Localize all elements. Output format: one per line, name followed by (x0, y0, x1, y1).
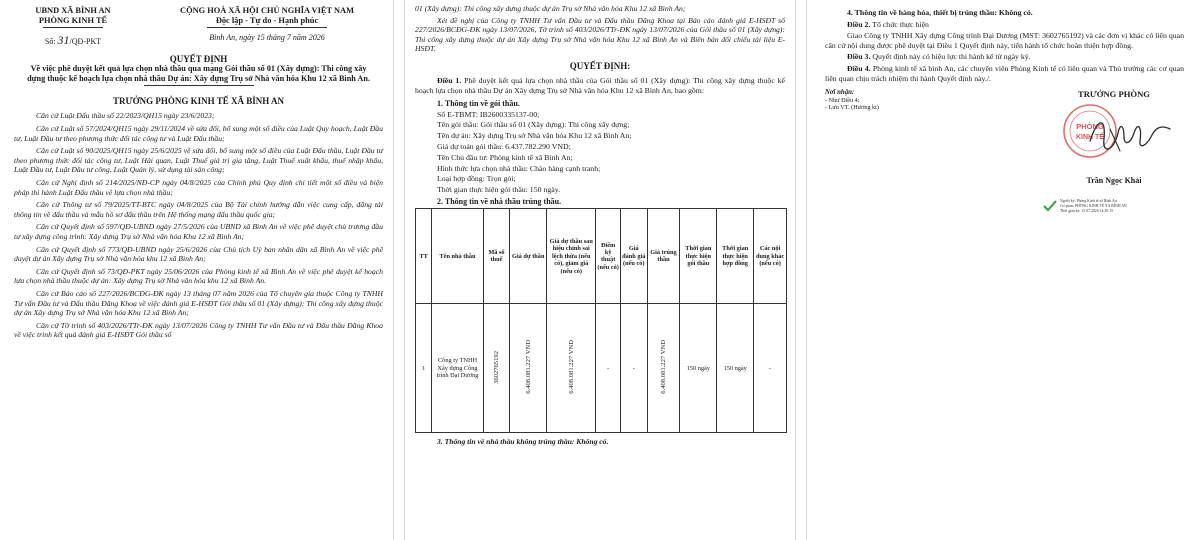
document-page-2 (404, 0, 796, 540)
legal-basis-item: Căn cứ Thông tư số 79/2025/TT-BTC ngày 04/8/2025 của Bộ Tài chính hướng dẫn việc cung cấp, đăng tải thông tin về đấu thầu và mẫu hồ sơ đấu thầu trên Hệ thống mạng đấu thầu quốc gia; (14, 200, 383, 219)
cell-adjusted-price-wrap (547, 304, 596, 433)
signature-area (825, 89, 1184, 185)
cell-winning-price-wrap (647, 304, 680, 433)
article-3-label: Điều 3. (847, 52, 871, 62)
handwritten-signature (1084, 111, 1174, 161)
package-info-line: Số E-TBMT: IB2600335137-00; (437, 109, 540, 119)
seal-text-top: PHÒNG (1076, 122, 1104, 132)
national-header (151, 6, 383, 28)
document-header (14, 6, 383, 28)
cell-contract-duration: 150 ngày (717, 304, 754, 433)
digital-signature-text (1060, 199, 1170, 214)
header-tt: TT (416, 209, 432, 304)
document-page-3 (806, 0, 1200, 540)
header-bid-price: Giá dự thầu (510, 209, 547, 304)
recipients-block (825, 89, 965, 185)
signer-position: TRƯỞNG PHÒNG (1077, 89, 1150, 100)
agency-line-1: UBND XÃ BÌNH AN (35, 6, 111, 15)
document-title: QUYẾT ĐỊNH (169, 54, 228, 64)
package-info-line: Giá dự toán gói thầu: 6.437.782.290 VND; (437, 141, 571, 151)
article-2-label: Điều 2. (847, 19, 871, 29)
header-evaluated-price: Giá đánh giá (nếu có) (620, 209, 647, 304)
nation-line-2: Độc lập - Tự do - Hạnh phúc (215, 16, 319, 25)
cell-evaluated-price: - (620, 304, 647, 433)
goods-info-text: 4. Thông tin về hàng hóa, thiết bị trúng thầu: Không có. (847, 8, 1033, 17)
legal-basis-list (14, 111, 383, 339)
agency-underline (43, 27, 103, 28)
header-tax-code: Mã số thuế (483, 209, 510, 304)
header-adjusted-price: Giá dự thầu sau hiệu chỉnh sai lệch thừa (nếu có), giảm giá (nếu có) (547, 209, 596, 304)
cell-bid-price-wrap (510, 304, 547, 433)
winning-bidder-table (415, 208, 787, 433)
article-4-text: Phòng kinh tế xã bình An, các chuyên viên Phòng Kinh tế có liên quan và Thủ trưởng các cơ quan liên quan chịu trách nhiệm thi hành Quyết định này./. (825, 63, 1184, 83)
article-1-text: Phê duyệt kết quả lựa chọn nhà thầu của Gói thầu số 01 (Xây dựng): Thi công xây dựng thuộc kế hoạch lựa chọn nhà thầu Dự án Xây dựng Trụ sở Nhà văn hóa Khu 12 xã Bình An, bao gồm: (415, 75, 785, 95)
legal-basis-item: Căn cứ Tờ trình số 403/2026/TTr-ĐK ngày 13/07/2026 Công ty TNHH Tư vấn Đầu tư và Đấu thầu Đăng Khoa về việc trình kết quả đánh giá E-HSĐT Gói thầu số (14, 320, 383, 340)
doc-no-prefix: Số: (44, 37, 56, 46)
cell-other: - (754, 304, 787, 433)
place-date: Bình An, ngày 15 tháng 7 năm 2026 (209, 33, 325, 42)
decision-heading: QUYẾT ĐỊNH: (569, 60, 631, 71)
section-package-info: 1. Thông tin về gói thầu. (437, 98, 520, 108)
recipients-heading: Nơi nhận: (825, 89, 855, 97)
seal-text-bottom: KINH TẾ (1076, 134, 1104, 142)
header-bidder-name: Tên nhà thầu (432, 209, 483, 304)
doc-no-suffix: /QĐ-PKT (69, 37, 102, 46)
cell-tax-code-wrap (483, 304, 510, 433)
document-number (14, 33, 132, 48)
nation-line-1: CỘNG HOÀ XÃ HỘI CHỦ NGHĨA VIỆT NAM (180, 6, 354, 15)
legal-basis-item: Căn cứ Nghị định số 214/2025/NĐ-CP ngày 04/8/2025 của Chính phủ Quy định chi tiết một số điều và biện pháp thi hành Luật Đấu thầu về lựa chọn nhà thầu; (14, 177, 383, 197)
package-info-line: Loại hợp đồng: Trọn gói; (437, 174, 516, 184)
article-3 (825, 52, 1184, 62)
section-losing-bidders: 3. Thông tin về nhà thầu không trúng thầu: Không có. (437, 437, 609, 447)
digital-signature-line: Thời gian ký: 15.07.2026 14:30:15 (1060, 209, 1114, 214)
legal-basis-item: Căn cứ Luật Đấu thầu số 22/2023/QH15 ngày 23/6/2023; (36, 111, 215, 121)
article-4-label: Điều 4. (847, 63, 871, 73)
legal-basis-item: Căn cứ Luật số 57/2024/QH15 ngày 29/11/2024 về sửa đổi, bổ sung một số điều của Luật Quy hoạch, Luật Đầu tư, Luật Đầu tư theo phương thức đối tác công tư và Luật Đấu thầu; (14, 124, 383, 143)
signer-block (1044, 89, 1184, 185)
package-info-line: Hình thức lựa chọn nhà thầu: Chào hàng cạnh tranh; (437, 163, 601, 173)
package-info-list (415, 110, 785, 195)
document-meta (14, 33, 383, 48)
article-3-text: Quyết định này có hiệu lực thi hành kể từ ngày ký. (872, 52, 1031, 62)
legal-basis-item: Căn cứ Luật số 90/2025/QH15 ngày 25/6/2025 về sửa đổi, bổ sung một số điều của Luật Đấu thầu, Luật Đầu tư theo phương thức đối tác công tư, Luật Hải quan, Luật Thuế giá trị gia tăng, Luật Thuế xuất khẩu, thuế nhập khẩu, Luật Đầu tư, Luật Đầu tư công, Luật Quản lý, sử dụng tài sản công; (14, 146, 383, 175)
header-contract-duration: Thời gian thực hiện hợp đồng (717, 209, 754, 304)
digital-signature-line: Cơ quan: PHÒNG KINH TẾ XÃ BÌNH AN (1060, 204, 1127, 209)
cell-tax-code: 3602765192 (492, 350, 500, 384)
issuing-authority: TRƯỞNG PHÒNG KINH TẾ XÃ BÌNH AN (112, 96, 285, 107)
table-header-row (416, 209, 787, 304)
nation-underline (207, 27, 327, 28)
package-info-line: Thời gian thực hiện gói thầu: 150 ngày. (437, 185, 561, 195)
consideration-text: Xét đề nghị của Công ty TNHH Tư vấn Đầu tư và Đấu thầu Đăng Khoa tại Báo cáo đánh giá E-HSĐT số 227/2026/BCĐG-ĐK ngày 13/07/2026, Tờ trình số 403/2026/TTr-ĐK ngày 13/07/2026 của Gói thầu số 01 (Xây dựng): Thi công xây dựng thuộc dự án Xây dựng Trụ sở Nhà văn hóa Khu 12 xã Bình An và Biên bản đối chiếu tài liệu E-HSĐT. (415, 15, 785, 54)
agency-line-2: PHÒNG KINH TẾ (38, 16, 108, 25)
package-info-line: Tên Chủ đầu tư: Phòng kinh tế xã Bình An; (437, 152, 573, 162)
cell-technical-score: - (596, 304, 621, 433)
section-goods-info (825, 8, 1184, 18)
issuing-agency (14, 6, 132, 28)
legal-basis-item: Căn cứ Quyết định số 73/QĐ-PKT ngày 25/06/2026 của Phòng kinh tế xã Bình An về việc phê duyệt kế hoạch lựa chọn nhà thầu thuộc dự án: Xây dựng Trụ sở Nhà văn hóa khu 12 xã Bình An. (14, 266, 383, 286)
article-2-heading (825, 20, 1184, 30)
checkmark-icon (1043, 199, 1057, 213)
header-technical-score: Điểm kỹ thuật (nếu có) (596, 209, 621, 304)
recipient-item: - Lưu VT. (Hương kt) (825, 104, 879, 112)
subtitle-underline (144, 85, 254, 86)
table-row (416, 304, 787, 433)
signer-name: Trần Ngọc Khải (1086, 176, 1142, 186)
basis-continuation: 01 (Xây dựng): Thi công xây dựng thuộc dự án Trụ sở Nhà văn hóa Khu 12 xã Bình An; (415, 4, 686, 13)
article-1 (415, 76, 785, 96)
digital-signature-mark (1043, 199, 1184, 214)
cell-bidder-name: Công ty TNHH Xây dựng Công trình Đại Dương (432, 304, 483, 433)
cell-bid-price: 6.408.081.227 VND (524, 340, 532, 395)
document-page-1 (0, 0, 394, 540)
cell-tt: 1 (416, 304, 432, 433)
article-2-title: Tổ chức thực hiện (872, 19, 929, 29)
article-4 (825, 64, 1184, 83)
legal-basis-item: Căn cứ Báo cáo số 227/2026/BCĐG-ĐK ngày 13 tháng 07 năm 2026 của Tổ chuyên gia thuộc Công ty TNHH Tư vấn Đầu tư và Đấu thầu Đăng Khoa về việc đánh giá E-HSĐT Gói thầu số 01 (Xây dựng): Thi công xây dựng thuộc dự án Xây dựng Trụ sở Nhà văn hóa Khu 12 xã Bình An; (14, 288, 383, 318)
article-2-text: Giao Công ty TNHH Xây dựng Công trình Đại Dương (MST: 3602765192) và các đơn vị khác có liên quan căn cứ nội dung được phê duyệt tại Điều 1 Quyết định này, tiến hành tổ chức hoàn thiện hợp đồng. (825, 31, 1184, 50)
cell-package-duration: 150 ngày (680, 304, 717, 433)
digital-signature-line: Người ký: Phòng Kinh tế xã Bình An (1060, 199, 1117, 204)
package-info-line: Tên gói thầu: Gói thầu số 01 (Xây dựng): Thi công xây dựng; (437, 120, 630, 130)
header-package-duration: Thời gian thực hiện gói thầu (680, 209, 717, 304)
legal-basis-item: Căn cứ Quyết định số 773/QĐ-UBND ngày 25/6/2026 của Chủ tịch Uỷ ban nhân dân xã Bình An về việc phê duyệt dự án Xây dựng Trụ sở Nhà văn hóa khu 12 xã Bình An; (14, 244, 383, 264)
package-info-line: Tên dự án: Xây dựng Trụ sở Nhà văn hóa Khu 12 xã Bình An; (437, 131, 632, 141)
header-other: Các nội dung khác (nếu có) (754, 209, 787, 304)
cell-adjusted-price: 6.408.081.227 VND (567, 340, 575, 395)
header-winning-price: Giá trúng thầu (647, 209, 680, 304)
legal-basis-item: Căn cứ Quyết định số 597/QĐ-UBND ngày 27/5/2026 của UBND xã Bình An về việc phê duyệt chủ trương đầu tư xây dựng công trình: Xây dựng Trụ sở Nhà văn hóa Khu 12 xã Bình An; (14, 222, 383, 241)
recipient-item: - Như Điều 4; (825, 96, 860, 104)
doc-no-value: 31 (57, 33, 70, 47)
document-subtitle: Về việc phê duyệt kết quả lựa chọn nhà thầu qua mạng Gói thầu số 01 (Xây dựng): Thi công xây dựng thuộc kế hoạch lựa chọn nhà thầu Dự án: Xây dựng Trụ sở Nhà văn hóa Khu 12 xã Bình An. (27, 64, 370, 84)
section-winning-bidder: 2. Thông tin về nhà thầu trúng thầu. (437, 197, 562, 207)
article-1-label: Điều 1. (437, 75, 462, 85)
cell-winning-price: 6.408.081.227 VND (659, 340, 667, 395)
